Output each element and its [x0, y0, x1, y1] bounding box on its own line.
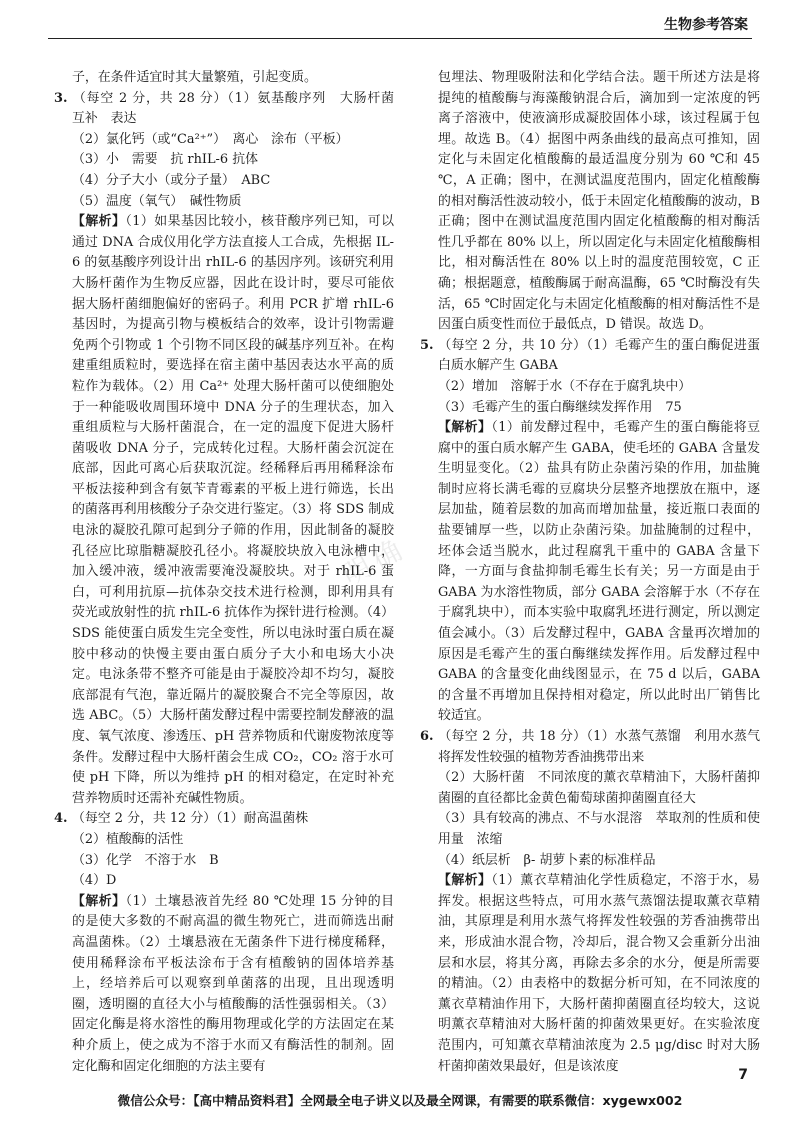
question-5-answer: （2）增加 溶解于水（不存在于腐乳块中） [438, 378, 692, 394]
question-3-head [54, 89, 407, 130]
question-5-head [420, 336, 760, 377]
footer-text: 微信公众号：【高中精品资料君】全网最全电子讲义以及最全网课，有需要的联系微信：xygewx002 [117, 1093, 683, 1108]
intro-text: 子，在条件适宜时其大量繁殖，引起变质。 [72, 70, 317, 85]
question-4-answer: （2）植酸酶的活性 [72, 831, 184, 847]
explanation-label: 【解析】 [72, 893, 126, 909]
explanation-label: 【解析】 [438, 420, 492, 436]
question-3-answer: （4）分子大小（或分子量） ABC [72, 172, 271, 188]
header-divider [48, 38, 752, 39]
question-6-number: 6. [420, 729, 434, 744]
question-6-head [420, 727, 760, 768]
question-4-head-text: （每空 2 分，共 12 分）（1）耐高温菌株 [72, 811, 309, 827]
question-6-answer: （4）纸层析 β- 胡萝卜素的标准样品 [438, 852, 656, 868]
explanation-label: 【解析】 [72, 214, 126, 230]
question-4-answer: （4）D [72, 873, 117, 889]
right-column [420, 68, 760, 1077]
question-3-number: 3. [54, 90, 68, 106]
question-5-explanation-text: （1）前发酵过程中，毛霉产生的蛋白酶能将豆腐中的蛋白质水解产生 GABA，使毛坯的 GABA 含量发生明显变化。（2）盐具有防止杂菌污染的作用，加盐腌制时应将长满毛霉的豆腐块分层整齐地摆放在瓶中，逐层加盐，随着层数的加高而增加盐量，接近瓶口表面的盐要铺厚一些，以防止杂菌污染。加盐腌制的过程中，坯体会适当脱水，此过程腐乳干重中的 GABA 含量下降，一方面与食盐抑制毛霉生长有关；另一方面是由于 GABA 为水溶性物质，部分 GABA 会溶解于水（不存在于腐乳块中），而本实验中取腐乳坯进行测定，所以测定值会减小。（3）后发酵过程中，GABA 含量再次增加的原因是毛霉产生的蛋白酶继续发挥作用。后发酵过程中 GABA 的含量变化曲线图显示，在 75 d 以后，GABA 的含量不再增加且保持相对稳定，所以此时出厂销售比较适宜。 [438, 420, 760, 724]
watermark: 明确 [336, 530, 413, 592]
question-3-answer: （2）氯化钙（或“Ca²⁺”） 离心 涂布（平板） [72, 131, 349, 147]
left-column [54, 68, 407, 1077]
question-4-number: 4. [54, 811, 68, 827]
question-5-answer: （3）毛霉产生的蛋白酶继续发挥作用 75 [438, 399, 682, 415]
question-5-number: 5. [420, 337, 434, 353]
header-title: 生物参考答案 [664, 17, 748, 33]
question-6-explanation-text: （1）薰衣草精油化学性质稳定，不溶于水，易挥发。根据这些特点，可用水蒸气蒸馏法提取薰衣草精油，其原理是利用水蒸气将挥发性较强的芳香油携带出来，形成油水混合物，冷却后，混合物又会重新分出油层和水层，将其分离，再除去多余的水分，便是所需要的精油。（2）由表格中的数据分析可知，在不同浓度的薰衣草精油作用下，大肠杆菌抑菌圈直径均较大，这说明薰衣草精油对大肠杆菌的抑菌效果更好。在实验浓度范围内，可知薰衣草精油浓度为 2.5 μg/disc 时对大肠杆菌抑菌效果最好，但是该浓度 [438, 873, 760, 1074]
question-4-explanation [54, 892, 394, 1077]
question-3-explanation-text: （1）如果基因比较小，核苷酸序列已知，可以通过 DNA 合成仪用化学方法直接人工合成，先根据 IL-6 的氨基酸序列设计出 rhIL-6 的基因序列。该研究利用大肠杆菌作为生物反应器，因此在设计时，要尽可能依据大肠杆菌细胞偏好的密码子。利用 PCR 扩增 rhIL-6 基因时，为提高引物与模板结合的效率，设计引物需避免两个引物或 1 个引物不同区段的碱基序列互补。在构建重组质粒时，要选择在宿主菌中基因表达水平高的质粒作为载体。（2）用 Ca²⁺ 处理大肠杆菌可以使细胞处于一种能吸收周围环境中 DNA 分子的生理状态，加入重组质粒与大肠杆菌混合，在一定的温度下促进大肠杆菌吸收 DNA 分子，完成转化过程。大肠杆菌会沉淀在底部，因此可离心后获取沉淀。经稀释后再用稀释涂布平板法接种到含有氨苄青霉素的平板上进行筛选，长出的菌落再利用核酸分子杂交进行鉴定。（3）将 SDS 制成电泳的凝胶孔隙可起到分子筛的作用，因此制备的凝胶孔径应比琼脂糖凝胶孔径小。将凝胶块放入电泳槽中，加入缓冲液，缓冲液需要淹没凝胶块。对于 rhIL-6 蛋白，可利用抗原—抗体杂交技术进行检测，即利用具有荧光或放射性的抗 rhIL-6 抗体作为探针进行检测。（4）SDS 能使蛋白质发生完全变性，所以电泳时蛋白质在凝胶中移动的快慢主要由蛋白质分子大小和电场大小决定。电泳条带不整齐可能是由于凝胶冷却不均匀，凝胶底部混有气泡，靠近隔片的凝胶聚合不完全等原因，故选 ABC。（5）大肠杆菌发酵过程中需要控制发酵液的温度、氧气浓度、渗透压、pH 营养物质和代谢废物浓度等条件。发酵过程中大肠杆菌会生成 CO₂，CO₂ 溶于水可使 pH 下降，所以为维持 pH 的相对稳定，在定时补充营养物质时还需补充碱性物质。 [72, 214, 394, 806]
question-4-answer: （3）化学 不溶于水 B [72, 852, 219, 868]
question-3-explanation [54, 212, 394, 809]
question-3-answer: （5）温度（氧气） 碱性物质 [72, 193, 242, 209]
question-5-explanation [420, 418, 760, 727]
page-number: 7 [738, 1067, 748, 1083]
question-4-explanation-text: （1）土壤悬液首先经 80 ℃处理 15 分钟的目的是使大多数的不耐高温的微生物死亡，进而筛选出耐高温菌株。（2）土壤悬液在无菌条件下进行梯度稀释，使用稀释涂布平板法涂布于含有植酸钠的固体培养基上，经培养后可以观察到单菌落的出现，且出现透明圈，透明圈的直径大小与植酸酶的活性强弱相关。（3）固定化酶是将水溶性的酶用物理或化学的方法固定在某种介质上，使之成为不溶于水而又有酶活性的制剂。固定化酶和固定化细胞的方法主要有 [72, 893, 394, 1074]
question-5-head-text: （每空 2 分，共 10 分）（1）毛霉产生的蛋白酶促进蛋白质水解产生 GABA [438, 337, 760, 374]
question-6-explanation [420, 871, 760, 1077]
question-4-explanation-continued: 包埋法、物理吸附法和化学结合法。题干所述方法是将提纯的植酸酶与海藻酸钠混合后，滴加到一定浓度的钙离子溶液中，使液滴形成凝胶固体小球，该过程属于包埋。故选 B。（4）据图中两条曲线的最高点可推知，固定化与未固定化植酸酶的最适温度分别为 60 ℃和 45 ℃，A 正确；图中，在测试温度范围内，固定化植酸酶的相对酶活性波动较小，低于未固定化植酸酶的波动，B 正确；图中在测试温度范围内固定化植酸酶的相对酶活性几乎都在 80% 以上，所以固定化与未固定化植酸酶相比，相对酶活性在 80% 以上时的温度范围较宽，C 正确；根据题意，植酸酶属于耐高温酶，65 ℃时酶没有失活，65 ℃时固定化与未固定化植酸酶的相对酶活性不是因蛋白质变性而位于最低点，D 错误。故选 D。 [438, 70, 760, 333]
question-3-answer: （3）小 需要 抗 rhIL-6 抗体 [72, 152, 258, 168]
question-4-head [54, 809, 394, 830]
question-6-head-text: （每空 2 分，共 18 分）（1）水蒸气蒸馏 利用水蒸气将挥发性较强的植物芳香油携带出来 [438, 729, 760, 765]
question-6-answer: （2）大肠杆菌 不同浓度的薰衣草精油下，大肠杆菌抑菌圈的直径都比金黄色葡萄球菌抑菌圈直径大 [438, 770, 760, 806]
explanation-label: 【解析】 [438, 873, 492, 889]
question-3-head-text: （每空 2 分，共 28 分）（1）氨基酸序列 大肠杆菌 互补 表达 [72, 90, 407, 127]
question-6-answer: （3）具有较高的沸点、不与水混溶 萃取剂的性质和使用量 浓缩 [438, 811, 760, 847]
